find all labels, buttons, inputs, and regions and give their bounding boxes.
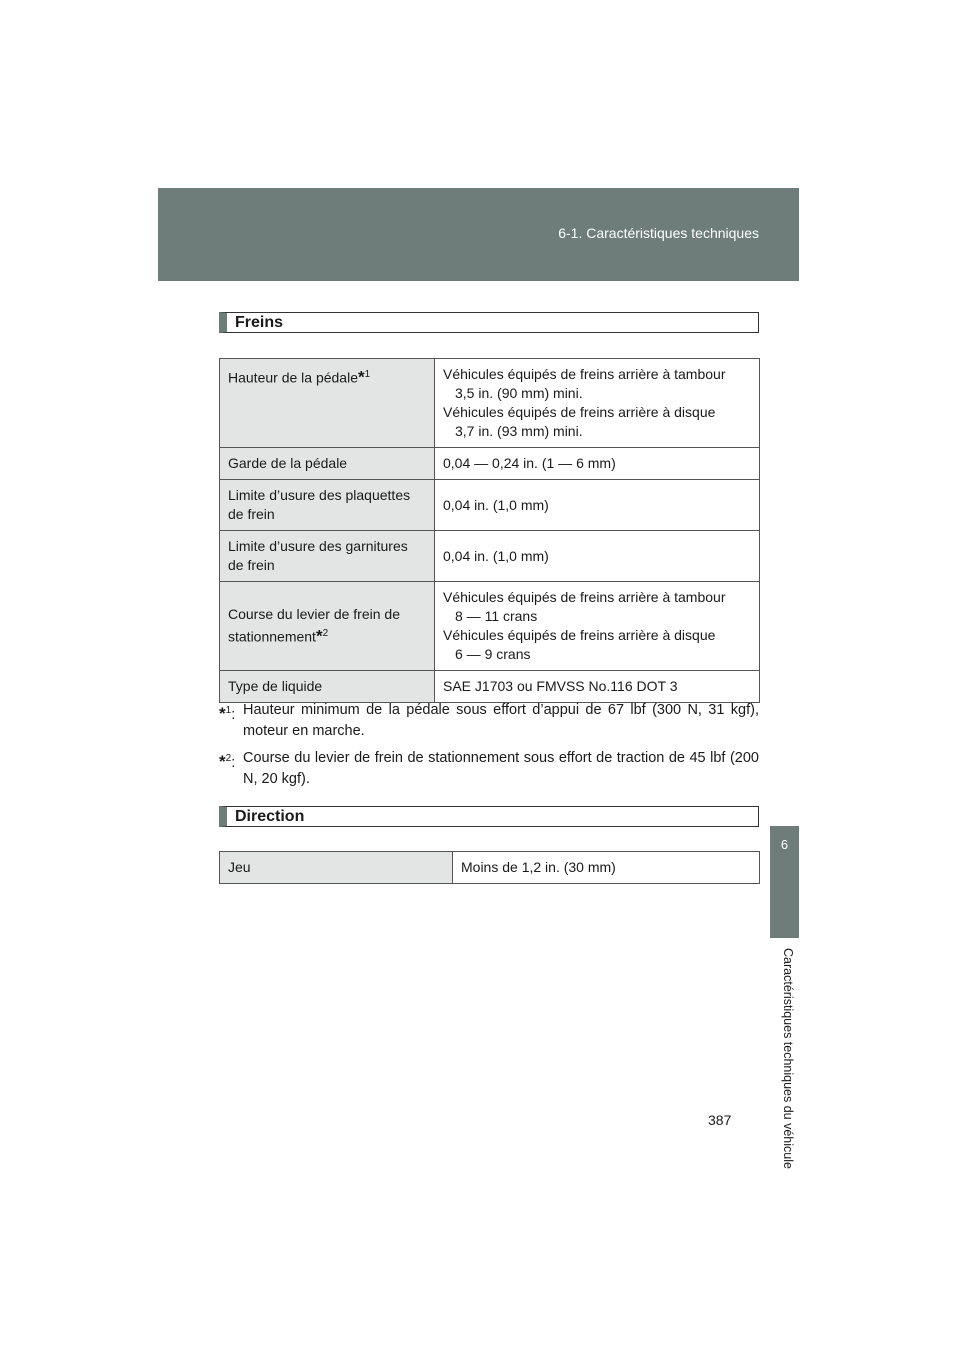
footnote-marker: *$^2$: — [219, 751, 236, 771]
spec-value: 0,04 in. (1,0 mm) — [435, 531, 760, 582]
label-text: Course du levier de frein de stationnement — [228, 606, 400, 645]
footnote-star: * — [315, 626, 323, 646]
table-row — [220, 582, 760, 671]
table-row — [220, 359, 760, 448]
value-line: Véhicules équipés de freins arrière à disque — [443, 404, 716, 420]
footnote — [219, 700, 759, 742]
footnote-ref: 2 — [322, 628, 329, 640]
page-number: 387 — [708, 1112, 732, 1128]
spec-label: Type de liquide — [220, 671, 435, 703]
label-text: Hauteur de la pédale — [228, 369, 358, 386]
spec-label: Garde de la pédale — [220, 448, 435, 480]
table-row — [220, 852, 760, 884]
footnote-text: Hauteur minimum de la pédale sous effort d’appui de 67 lbf (300 N, 31 kgf), moteur en marche. — [243, 702, 759, 739]
chapter-number: 6 — [780, 837, 789, 852]
table-row — [220, 531, 760, 582]
value-line: 3,5 in. (90 mm) mini. — [455, 385, 583, 401]
header-title: 6-1. Caractéristiques techniques — [558, 225, 759, 241]
chapter-tab — [770, 826, 799, 938]
footnote-marker: *$^1$: — [219, 703, 236, 723]
value-line: 3,7 in. (93 mm) mini. — [455, 423, 583, 439]
value-line: Véhicules équipés de freins arrière à disque — [443, 627, 716, 643]
section-title: Freins — [235, 314, 284, 331]
table-row — [220, 671, 760, 703]
footnote — [219, 748, 759, 790]
spec-label: Limite d’usure des plaquettes de frein — [220, 480, 435, 531]
spec-value: 0,04 — 0,24 in. (1 — 6 mm) — [435, 448, 760, 480]
section-heading-freins — [219, 312, 759, 333]
freins-table — [219, 358, 760, 703]
section-title: Direction — [235, 808, 305, 825]
spec-value — [435, 359, 760, 448]
spec-label: Jeu — [220, 852, 453, 884]
footnote-ref: 1 — [364, 369, 371, 380]
spec-label — [220, 359, 435, 448]
spec-value — [435, 582, 760, 671]
value-line: 6 — 9 crans — [455, 646, 531, 662]
table-row — [220, 480, 760, 531]
spec-value: Moins de 1,2 in. (30 mm) — [453, 852, 760, 884]
value-line: Véhicules équipés de freins arrière à tambour — [443, 366, 726, 382]
value-line: 8 — 11 crans — [455, 608, 538, 624]
spec-label — [220, 582, 435, 671]
footnote-star: * — [358, 367, 365, 387]
footnote-text: Course du levier de frein de stationnement sous effort de traction de 45 lbf (200 N, 20 kgf). — [243, 750, 759, 787]
header-band — [158, 188, 799, 281]
table-row — [220, 448, 760, 480]
footnote-marker-number: 2 — [225, 753, 232, 764]
chapter-title: Caractéristiques techniques du véhicule — [781, 948, 795, 1169]
spec-value: SAE J1703 ou FMVSS No.116 DOT 3 — [435, 671, 760, 703]
footnote-marker-number: 1 — [225, 705, 232, 716]
spec-label: Limite d’usure des garnitures de frein — [220, 531, 435, 582]
value-line: Véhicules équipés de freins arrière à tambour — [443, 589, 726, 605]
section-heading-direction — [219, 806, 759, 827]
direction-table — [219, 851, 760, 884]
spec-value: 0,04 in. (1,0 mm) — [435, 480, 760, 531]
